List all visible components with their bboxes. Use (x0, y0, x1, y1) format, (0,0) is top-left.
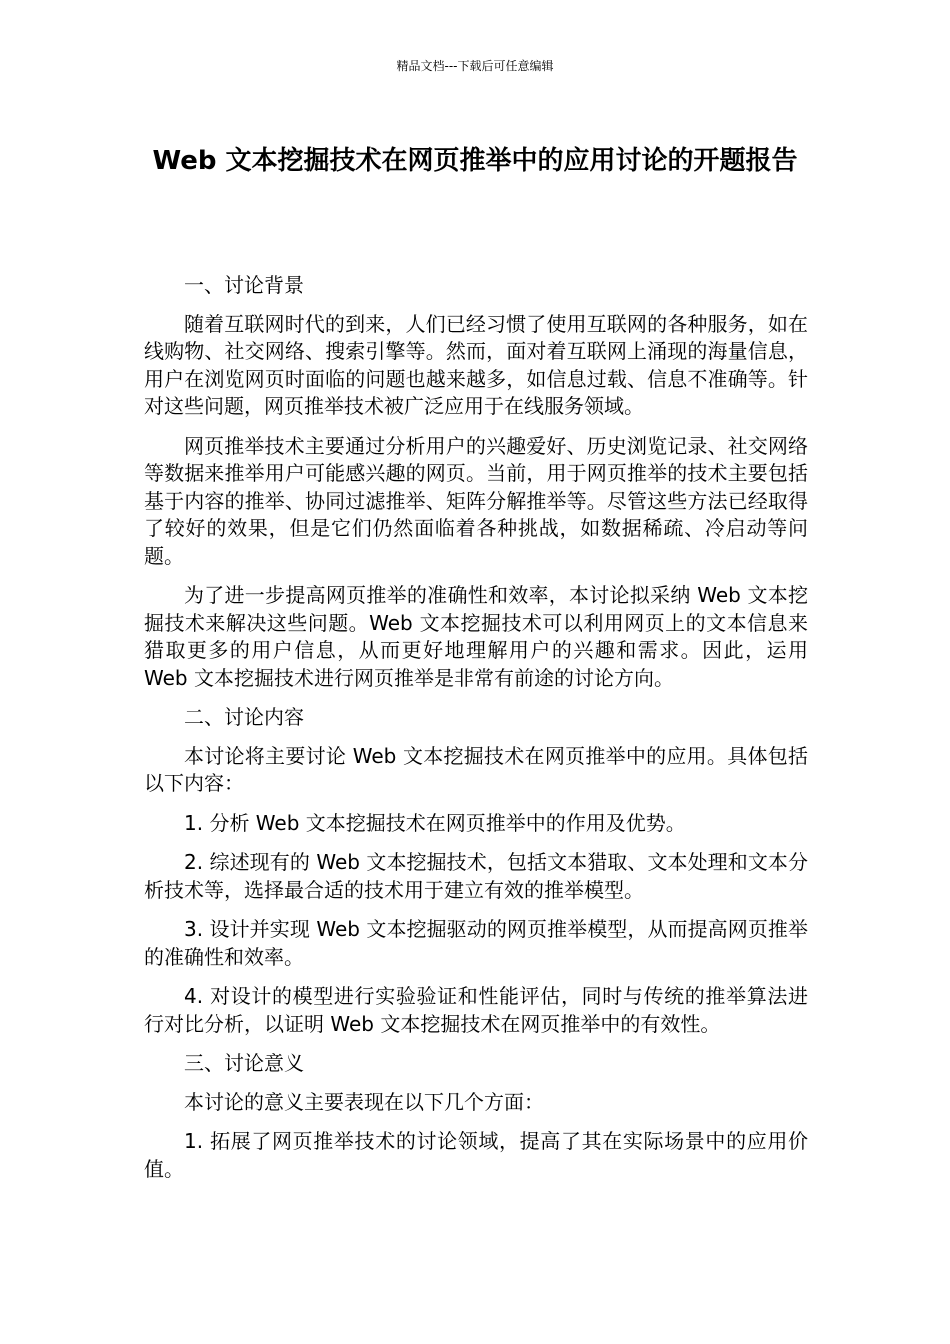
list-item: 4. 对设计的模型进行实验验证和性能评估，同时与传统的推举算法进行对比分析，以证明 Web 文本挖掘技术在网页推举中的有效性。 (144, 984, 808, 1036)
list-item: 1. 分析 Web 文本挖掘技术在网页推举中的作用及优势。 (184, 810, 686, 835)
document-title: Web 文本挖掘技术在网页推举中的应用讨论的开题报告 (152, 146, 798, 176)
paragraph: 本讨论将主要讨论 Web 文本挖掘技术在网页推举中的应用。具体包括以下内容： (144, 743, 808, 795)
list-item: 1. 拓展了网页推举技术的讨论领域，提高了其在实际场景中的应用价值。 (144, 1129, 808, 1181)
section-heading-background: 一、讨论背景 (184, 273, 304, 297)
section-heading-significance: 三、讨论意义 (184, 1051, 304, 1075)
paragraph: 本讨论的意义主要表现在以下几个方面： (184, 1089, 544, 1114)
paragraph: 随着互联网时代的到来，人们已经习惯了使用互联网的各种服务，如在线购物、社交网络、搜索引擎等。然而，面对着互联网上涌现的海量信息，用户在浏览网页时面临的问题也越来越多，如信息过载、信息不准确等。针对这些问题，网页推举技术被广泛应用于在线服务领域。 (144, 311, 808, 418)
list-item: 2. 综述现有的 Web 文本挖掘技术，包括文本猎取、文本处理和文本分析技术等，选择最合适的技术用于建立有效的推举模型。 (144, 850, 808, 902)
paragraph: 网页推举技术主要通过分析用户的兴趣爱好、历史浏览记录、社交网络等数据来推举用户可能感兴趣的网页。当前，用于网页推举的技术主要包括基于内容的推举、协同过滤推举、矩阵分解推举等。尽管这些方法已经取得了较好的效果，但是它们仍然面临着各种挑战，如数据稀疏、冷启动等问题。 (144, 433, 808, 568)
list-item: 3. 设计并实现 Web 文本挖掘驱动的网页推举模型，从而提高网页推举的准确性和效率。 (144, 917, 808, 969)
document-body (144, 272, 808, 1195)
header-note: 精品文档---下载后可任意编辑 (396, 59, 554, 73)
section-heading-content: 二、讨论内容 (184, 705, 304, 729)
paragraph: 为了进一步提高网页推举的准确性和效率，本讨论拟采纳 Web 文本挖掘技术来解决这些问题。Web 文本挖掘技术可以利用网页上的文本信息来猎取更多的用户信息，从而更好地理解用户的兴趣和需求。因此，运用 Web 文本挖掘技术进行网页推举是非常有前途的讨论方向。 (144, 583, 808, 690)
